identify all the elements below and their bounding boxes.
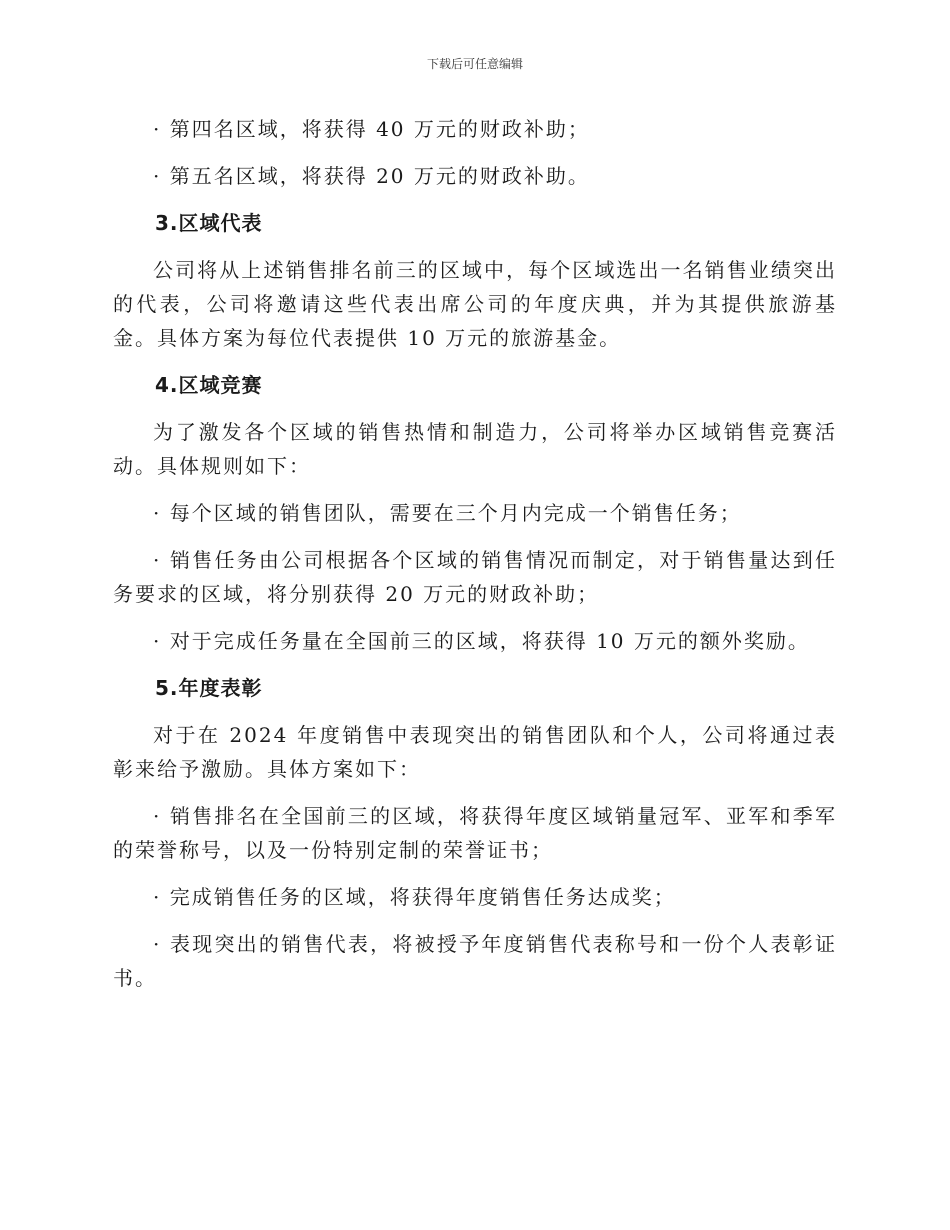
bullet-item-contest-task: · 每个区域的销售团队，需要在三个月内完成一个销售任务； xyxy=(153,501,742,525)
bullet-item-contest-bonus: · 对于完成任务量在全国前三的区域，将获得 10 万元的额外奖励。 xyxy=(153,629,810,653)
section-heading-regional-contest: 4.区域竞赛 xyxy=(155,373,263,397)
section-heading-regional-rep: 3.区域代表 xyxy=(155,211,263,235)
paragraph-regional-contest: 为了激发各个区域的销售热情和制造力，公司将举办区域销售竞赛活动。具体规则如下： xyxy=(113,420,837,478)
bullet-item-rank5: · 第五名区域，将获得 20 万元的财政补助。 xyxy=(153,164,590,188)
bullet-item-contest-subsidy: · 销售任务由公司根据各个区域的销售情况而制定，对于销售量达到任务要求的区域，将分别获得 20 万元的财政补助； xyxy=(113,548,837,606)
paragraph-regional-rep: 公司将从上述销售排名前三的区域中，每个区域选出一名销售业绩突出的代表，公司将邀请这些代表出席公司的年度庆典，并为其提供旅游基金。具体方案为每位代表提供 10 万元的旅游基金。 xyxy=(113,258,837,350)
bullet-item-award-rep: · 表现突出的销售代表，将被授予年度销售代表称号和一份个人表彰证书。 xyxy=(113,932,837,990)
bullet-item-award-task: · 完成销售任务的区域，将获得年度销售任务达成奖； xyxy=(153,885,676,909)
page-header: 下载后可任意编辑 xyxy=(426,57,523,71)
bullet-item-rank4: · 第四名区域，将获得 40 万元的财政补助； xyxy=(153,117,590,141)
document-body xyxy=(113,112,837,1008)
section-heading-annual-award: 5.年度表彰 xyxy=(155,676,263,700)
paragraph-annual-award: 对于在 2024 年度销售中表现突出的销售团队和个人，公司将通过表彰来给予激励。具体方案如下： xyxy=(113,723,837,781)
bullet-item-award-top3: · 销售排名在全国前三的区域，将获得年度区域销量冠军、亚军和季军的荣誉称号，以及一份特别定制的荣誉证书； xyxy=(113,804,837,862)
